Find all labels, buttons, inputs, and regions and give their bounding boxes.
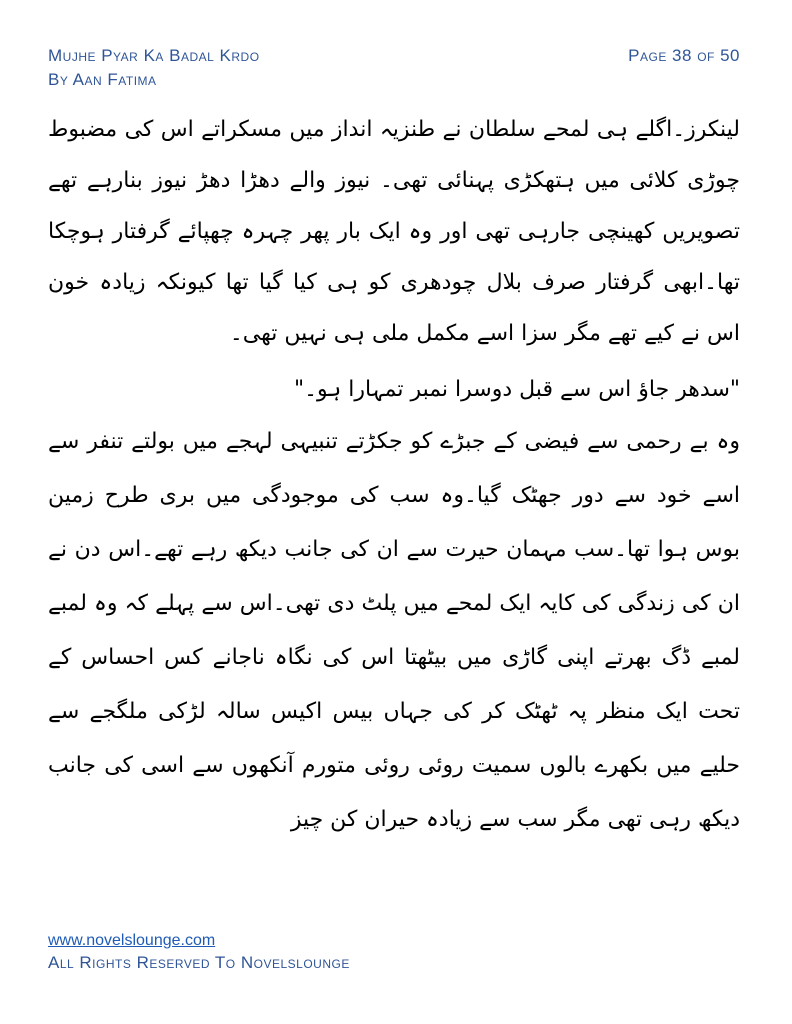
novel-title: Mujhe Pyar Ka Badal Krdo — [48, 46, 260, 65]
page-number: Page 38 of 50 — [628, 46, 740, 65]
paragraph: وہ بے رحمی سے فیضی کے جبڑے کو جکڑتے تنبیہی لہجے میں بولتے تنفر سے اسے خود سے دور جھٹک گیا۔وہ سب کی موجودگی میں بری طرح زمین بوس ہوا تھا۔سب مہمان حیرت سے ان کی جانب دیکھ رہے تھے۔اس دن نے ان کی زندگی کی کایہ ایک لمحے میں پلٹ دی تھی۔اس سے پہلے کہ وہ لمبے لمبے ڈگ بھرتے اپنی گاڑی میں بیٹھتا اس کی نگاہ ناجانے کس احساس کے تحت ایک منظر پہ ٹھٹک کر کی جہاں بیس اکیس سالہ لڑکی ملگجے سے حلیے میں بکھرے بالوں سمیت روئی روئی متورم آنکھوں سے اسی کی جانب دیکھ رہی تھی مگر سب سے زیادہ حیران کن چیز — [48, 429, 740, 832]
paragraph: لینکرز۔اگلے ہی لمحے سلطان نے طنزیہ انداز میں مسکراتے اس کی مضبوط چوڑی کلائی میں ہتھکڑی پہنائی تھی۔ نیوز والے دھڑا دھڑ نیوز بنارہے تھے تصویریں کھینچی جارہی تھی اور وہ ایک بار پھر چہرہ چھپائے گرفتار ہوچکا تھا۔ابھی گرفتار صرف بلال چودھری کو ہی کیا گیا تھا کیونکہ زیادہ خون اس نے کیے تھے مگر سزا اسے مکمل ملی ہی نہیں تھی۔ — [48, 117, 740, 346]
dialogue-line: "سدھر جاؤ اس سے قبل دوسرا نمبر تمہارا ہو۔" — [294, 377, 740, 402]
document-header — [48, 44, 260, 92]
rights-notice: All Rights Reserved To Novelslounge — [48, 953, 350, 972]
page-body — [48, 104, 740, 847]
website-link[interactable]: www.novelslounge.com — [48, 932, 216, 949]
document-footer — [48, 930, 350, 974]
author-name: By Aan Fatima — [48, 70, 157, 89]
